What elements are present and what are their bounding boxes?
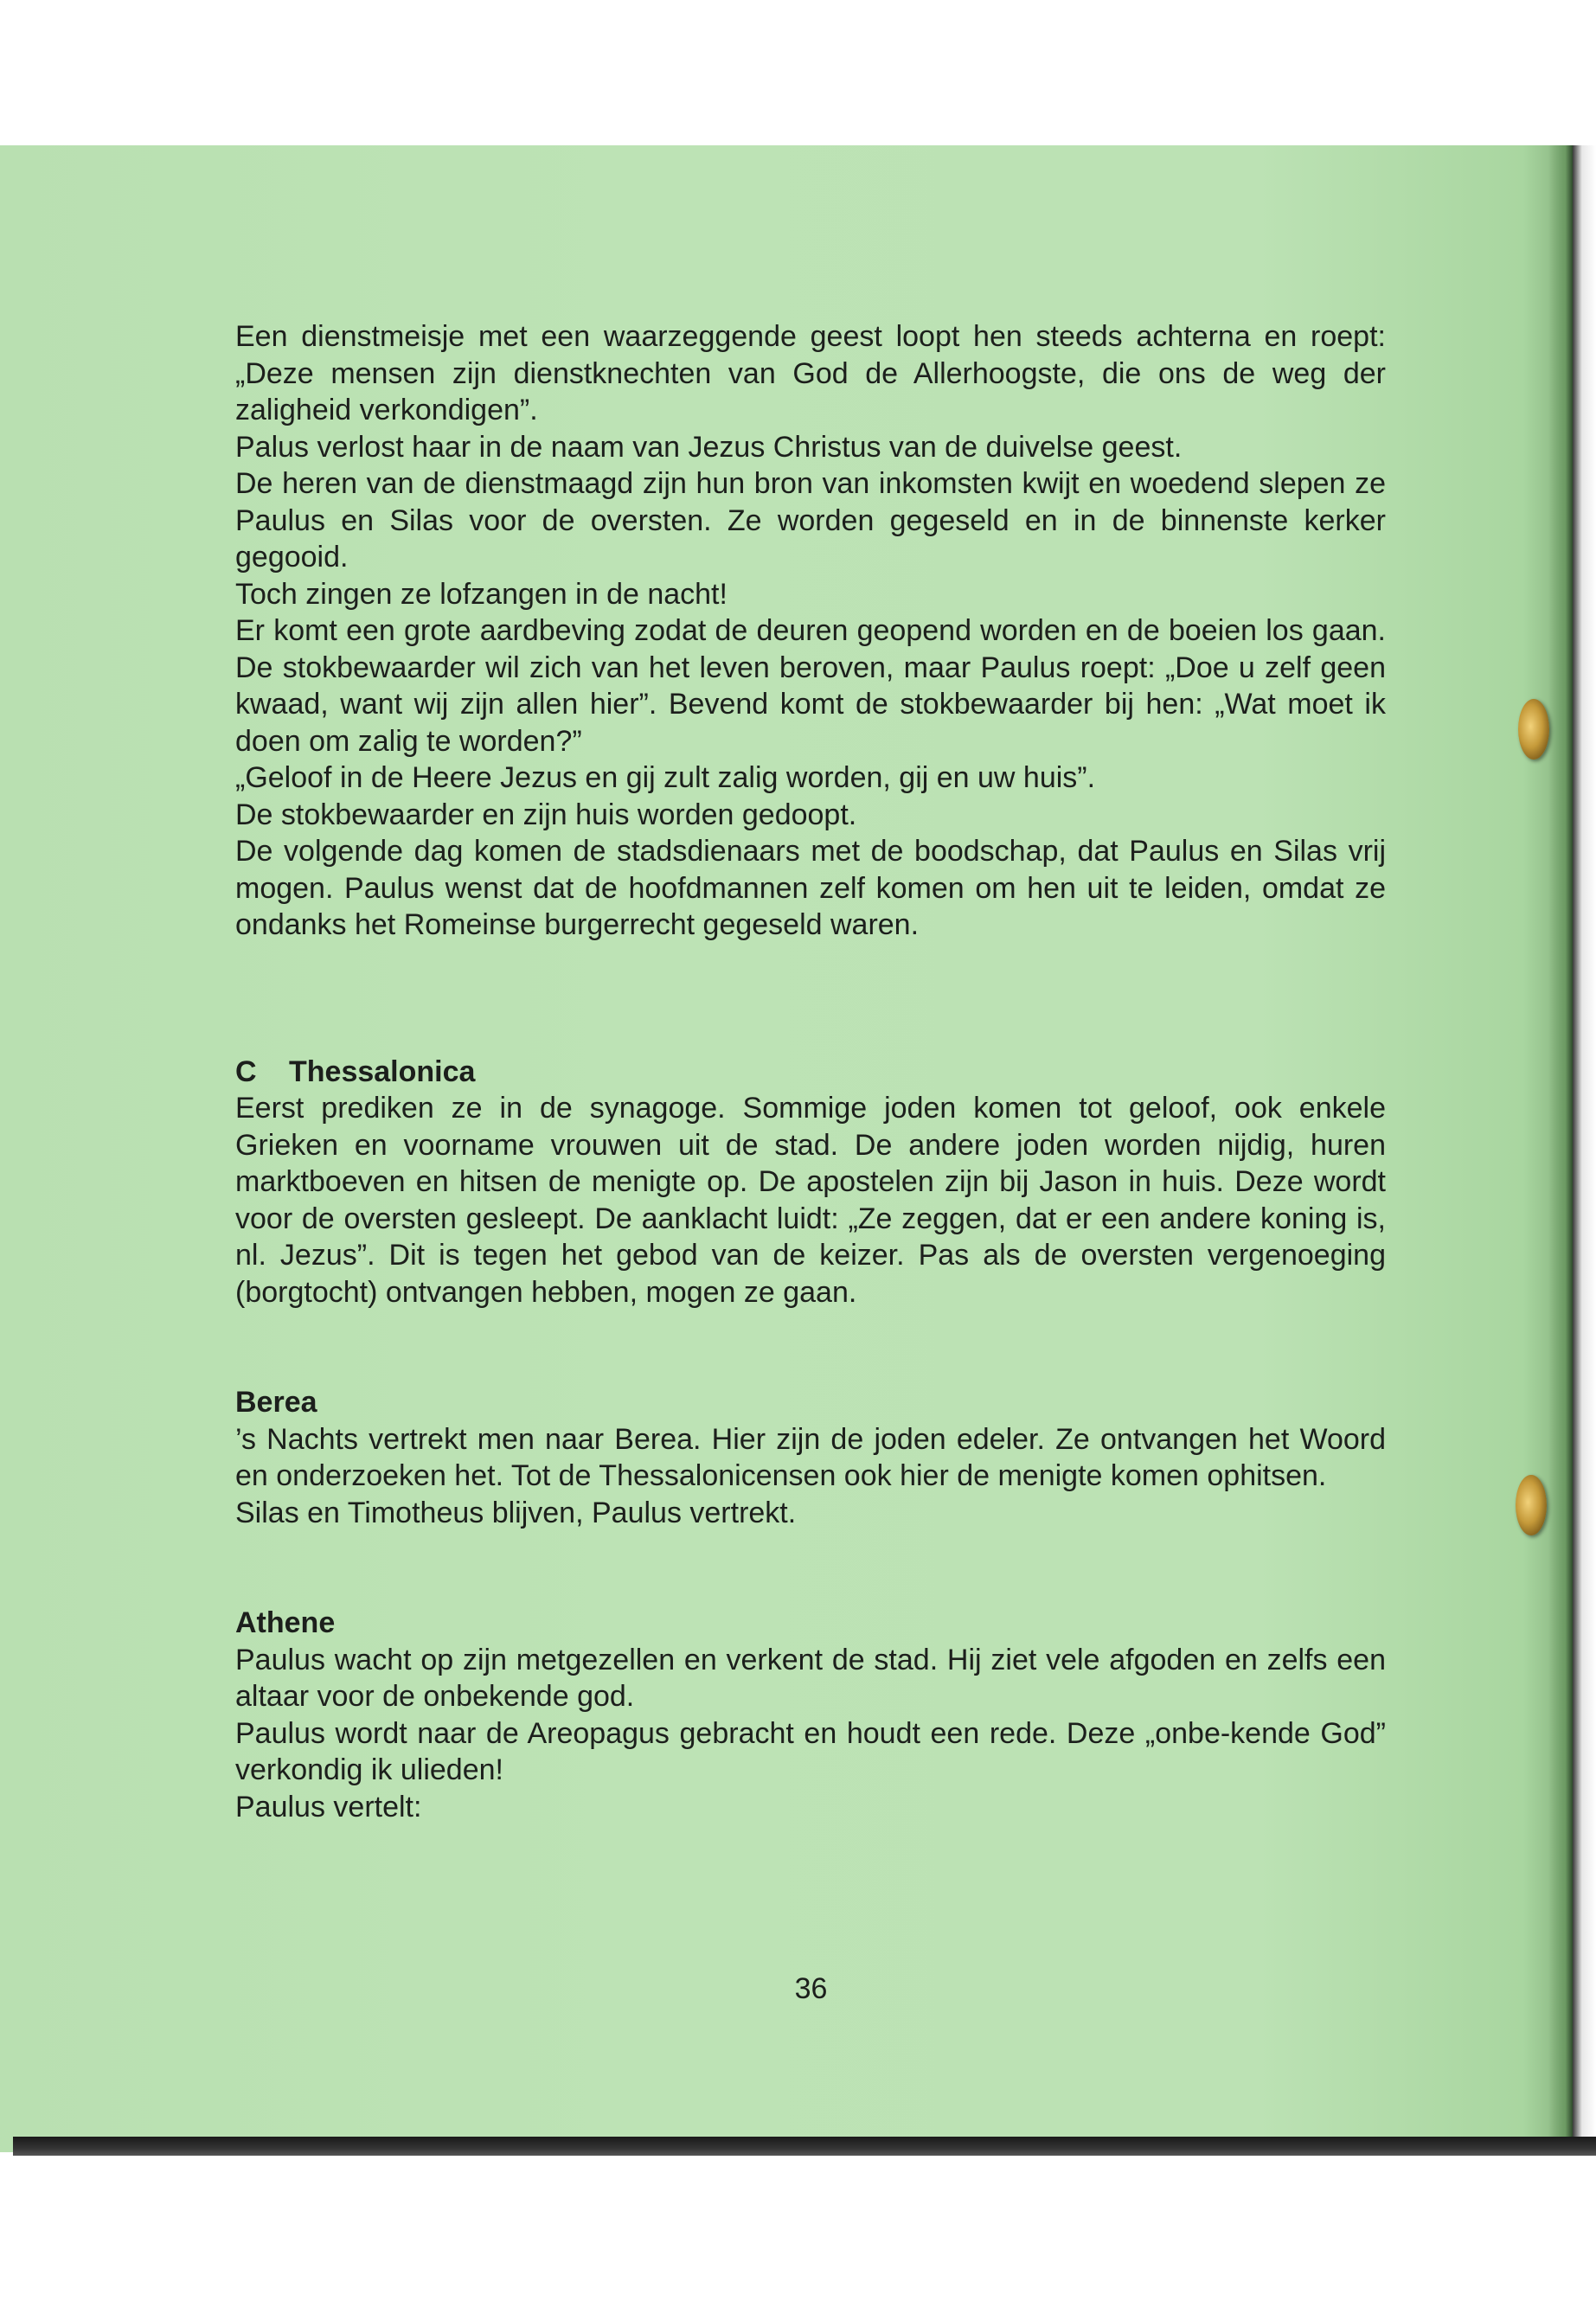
intro-paragraph: De volgende dag komen de stadsdienaars met de boodschap, dat Paulus en Silas vrij mogen. Paulus wenst dat de hoofdmannen zelf komen om hen uit te leiden, omdat ze ondanks het Romeinse burgerrecht gegeseld waren.: [235, 835, 1386, 941]
section-paragraph: Paulus wacht op zijn metgezellen en verkent de stad. Hij ziet vele afgoden en zelfs een altaar voor de onbekende god.: [235, 1643, 1386, 1713]
section-paragraph: Paulus wordt naar de Areopagus gebracht en houdt een rede. Deze „onbe-kende God” verkondig ik ulieden!: [235, 1716, 1386, 1786]
page-number: 36: [794, 1972, 828, 2005]
section-paragraph: Eerst prediken ze in de synagoge. Sommige joden komen tot geloof, ook enkele Grieken en voorname vrouwen uit de stad. De andere joden worden nijdig, huren marktboeven en hitsen de menigte op. De apostelen zijn bij Jason in huis. Deze wordt voor de oversten gesleept. De aanklacht luidt: „Ze zeggen, dat er een andere koning is, nl. Jezus”. Dit is tegen het gebod van de keizer. Pas als de oversten vergenoeging (borgtocht) ontvangen hebben, mogen ze gaan.: [235, 1092, 1386, 1309]
binder-strip: [1573, 145, 1596, 2152]
section-berea: [235, 1384, 1386, 1531]
section-thessalonica: [235, 1054, 1386, 1311]
page-edge-shadow: [1548, 145, 1573, 2152]
intro-section: [235, 318, 1386, 944]
section-letter: C: [235, 1054, 257, 1088]
binder-ring-icon: [1516, 1475, 1547, 1535]
page-content: [235, 318, 1386, 1825]
section-title: Thessalonica: [289, 1054, 476, 1088]
intro-paragraph: Palus verlost haar in de naam van Jezus Christus van de duivelse geest.: [235, 430, 1183, 464]
intro-paragraph: „Geloof in de Heere Jezus en gij zult zalig worden, gij en uw huis”.: [235, 761, 1096, 794]
section-paragraph: ’s Nachts vertrekt men naar Berea. Hier zijn de joden edeler. Ze ontvangen het Woord en onderzoeken het. Tot de Thessalonicensen ook hier de menigte komen ophitsen.: [235, 1422, 1386, 1492]
intro-paragraph: De heren van de dienstmaagd zijn hun bron van inkomsten kwijt en woedend slepen ze Paulus en Silas voor de oversten. Ze worden gegeseld en in de binnenste kerker gegooid.: [235, 467, 1386, 574]
intro-paragraph: Toch zingen ze lofzangen in de nacht!: [235, 577, 727, 611]
section-title: Berea: [235, 1386, 317, 1419]
section-athene: [235, 1605, 1386, 1825]
intro-paragraph: Er komt een grote aardbeving zodat de deuren geopend worden en de boeien los gaan. De stokbewaarder wil zich van het leven beroven, maar Paulus roept: „Doe u zelf geen kwaad, want wij zijn allen hier”. Bevend komt de stokbewaarder bij hen: „Wat moet ik doen om zalig te worden?”: [235, 614, 1386, 758]
section-paragraph: Silas en Timotheus blijven, Paulus vertrekt.: [235, 1496, 797, 1529]
section-title: Athene: [235, 1606, 336, 1639]
scan-margin-bottom: [0, 2156, 1596, 2301]
intro-paragraph: Een dienstmeisje met een waarzeggende geest loopt hen steeds achterna en roept: „Deze mensen zijn dienstknechten van God de Allerhoogste, die ons de weg der zaligheid verkondigen”.: [235, 320, 1386, 426]
binder-ring-icon: [1518, 699, 1549, 760]
section-heading: [235, 1054, 1386, 1091]
section-paragraph: Paulus vertelt:: [235, 1790, 422, 1823]
bottom-binding-bar: [13, 2137, 1596, 2156]
intro-paragraph: De stokbewaarder en zijn huis worden gedoopt.: [235, 798, 857, 831]
scan-margin-top: [0, 0, 1596, 145]
